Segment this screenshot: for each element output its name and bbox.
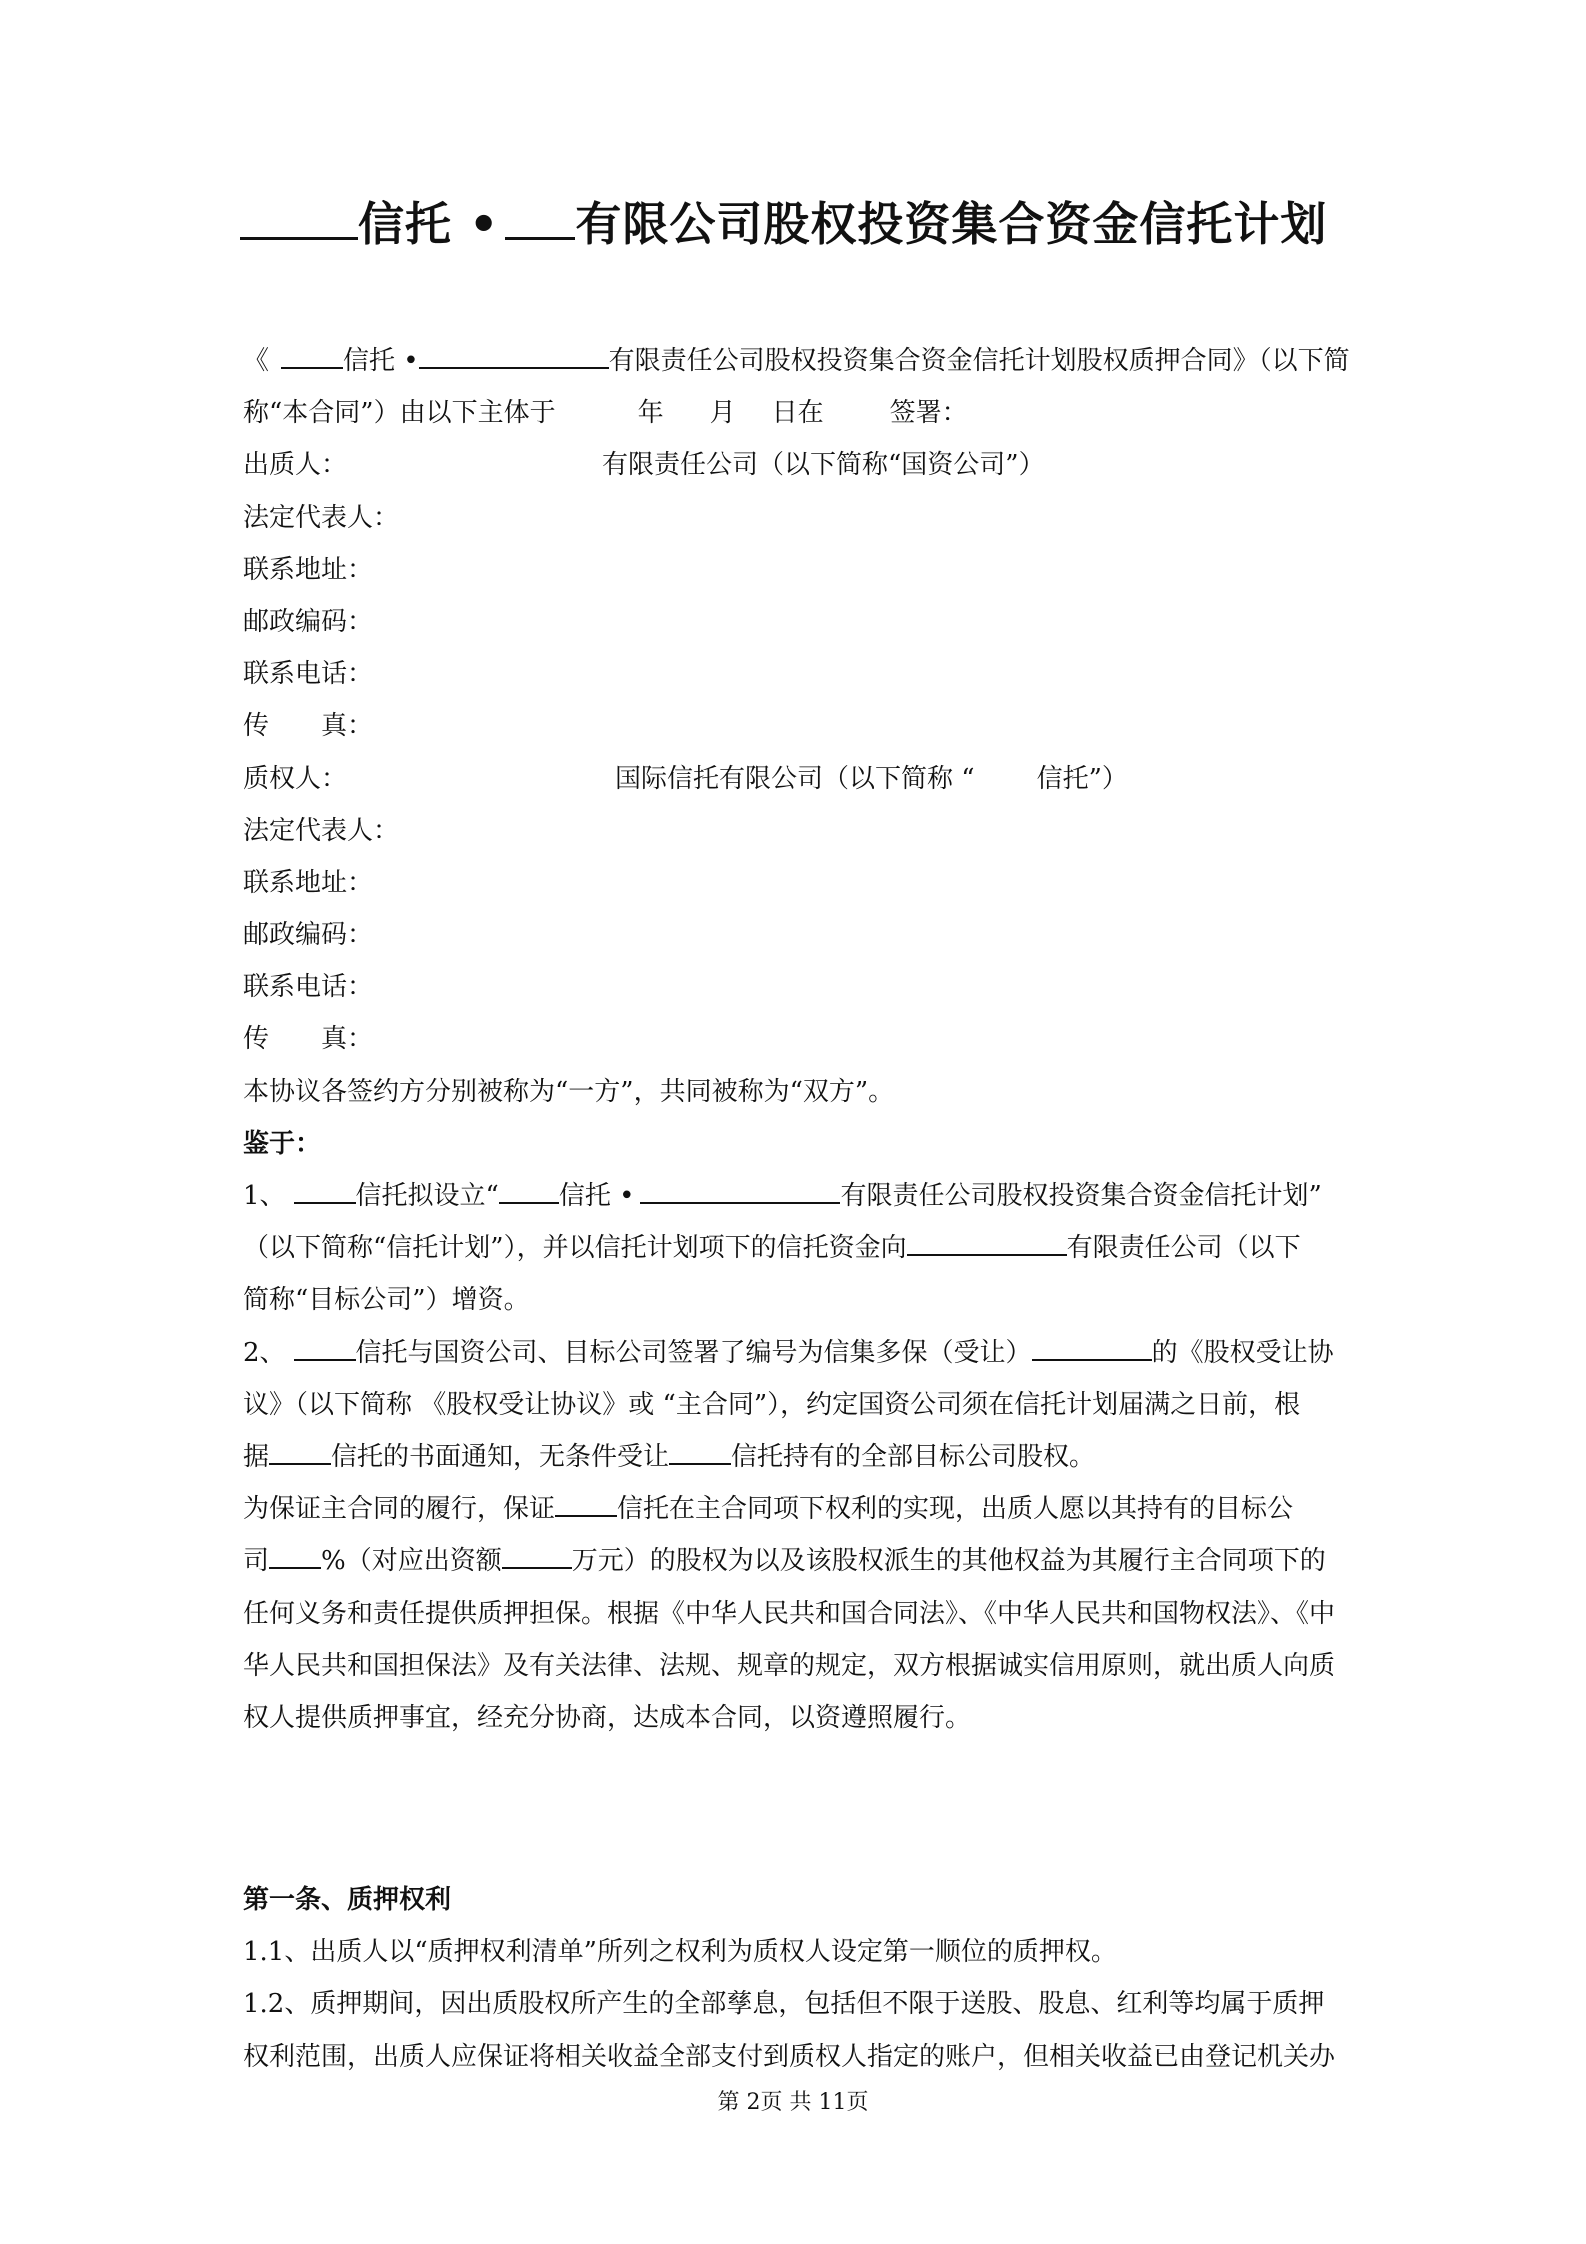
pledgor-name: 有限责任公司（以下简称“国资公司”） xyxy=(602,450,1045,481)
intro-subjects: 称“本合同”）由以下主体于 xyxy=(243,398,556,429)
pledgee-line xyxy=(243,753,1355,805)
clause2-line-1 xyxy=(243,1327,1355,1379)
clause1-line-1 xyxy=(243,1170,1355,1222)
title-blank-2 xyxy=(505,197,575,240)
intro-day: 日在 xyxy=(771,398,824,429)
blank xyxy=(294,1176,356,1204)
pledgor-rep: 法定代表人： xyxy=(243,502,400,533)
intro-month: 月 xyxy=(709,398,736,429)
title-blank-1 xyxy=(240,197,358,240)
pledgor-line xyxy=(243,439,1355,491)
intro-contract-name: 有限责任公司股权投资集合资金信托计划股权质押合同》（以下简 xyxy=(608,346,1350,376)
pledgor-zip: 邮政编码： xyxy=(243,606,374,637)
guarantee-text-l1b: 信托在主合同项下权利的实现，出质人愿以其持有的目标公 xyxy=(617,1494,1294,1525)
blank xyxy=(419,341,609,369)
document-title xyxy=(240,188,1360,254)
guarantee-line-1 xyxy=(243,1483,1355,1535)
article1-p1: 1.1、出质人以“质押权利清单”所列之权利为质权人设定第一顺位的质押权。 xyxy=(243,1937,1117,1968)
blank xyxy=(555,1489,617,1517)
clause2-text-l3c: 信托持有的全部目标公司股权。 xyxy=(731,1441,1096,1472)
intro-sign: 签署： xyxy=(889,398,968,429)
parties-note: 本协议各签约方分别被称为“一方”，共同被称为“双方”。 xyxy=(243,1076,895,1107)
clause1-text-c: 信托 • xyxy=(558,1181,635,1211)
guarantee-text-l1a: 为保证主合同的履行，保证 xyxy=(243,1494,556,1525)
blank xyxy=(269,1541,321,1569)
blank xyxy=(294,1333,356,1361)
section-spacer xyxy=(243,1744,1355,1874)
guarantee-line-3: 任何义务和责任提供质押担保。根据《中华人民共和国合同法》、《中华人民共和国物权法》、《中 xyxy=(243,1598,1336,1629)
guarantee-line-2 xyxy=(243,1535,1355,1587)
article1-heading: 第一条、质押权利 xyxy=(243,1885,452,1916)
clause2-line-2: 议》（以下简称 《股权受让协议》或 “主合同”），约定国资公司须在信托计划届满之日前，根 xyxy=(243,1389,1301,1420)
intro-line-2 xyxy=(243,387,1355,439)
blank xyxy=(269,1437,331,1465)
pledgee-tel: 联系电话： xyxy=(243,972,374,1003)
pledgor-address: 联系地址： xyxy=(243,554,374,585)
title-part-2: 有限公司股权投资集合资金信托计划 xyxy=(575,197,1328,251)
clause1-text-d: 有限责任公司股权投资集合资金信托计划” xyxy=(840,1181,1322,1211)
pledgee-name-b: 信托”） xyxy=(1036,763,1128,794)
article1-p2-line-2: 权利范围，出质人应保证将相关收益全部支付到质权人指定的账户，但相关收益已由登记机关办 xyxy=(243,2041,1336,2072)
intro-trust-name: 信托 • xyxy=(343,346,419,376)
clause2-text-l3a: 据 xyxy=(243,1441,270,1472)
intro-year: 年 xyxy=(637,398,664,429)
pledgee-name-a: 国际信托有限公司（以下简称 “ xyxy=(615,763,975,794)
pledgee-address: 联系地址： xyxy=(243,867,374,898)
pledgee-label: 质权人： xyxy=(243,763,348,794)
clause1-text-l2a: （以下简称“信托计划”），并以信托计划项下的信托资金向 xyxy=(243,1233,907,1264)
pledgor-label: 出质人： xyxy=(243,450,348,481)
intro-open-bracket: 《 xyxy=(243,346,270,376)
guarantee-text-l2a: 司 xyxy=(243,1546,270,1577)
clause2-text-l3b: 信托的书面通知，无条件受让 xyxy=(331,1441,670,1472)
pledgor-fax: 传 真： xyxy=(243,711,374,742)
intro-line-1 xyxy=(243,335,1355,387)
blank xyxy=(499,1176,559,1204)
clause1-line-3: 简称“目标公司”）增资。 xyxy=(243,1285,530,1316)
document-body xyxy=(243,335,1355,2083)
clause1-line-2 xyxy=(243,1222,1355,1274)
guarantee-text-l2c: 万元）的股权为以及该股权派生的其他权益为其履行主合同项下的 xyxy=(571,1546,1326,1577)
guarantee-line-4: 华人民共和国担保法》及有关法律、法规、规章的规定，双方根据诚实信用原则，就出质人向质 xyxy=(243,1650,1336,1681)
pledgor-tel: 联系电话： xyxy=(243,659,374,690)
blank xyxy=(907,1228,1067,1256)
guarantee-line-5: 权人提供质押事宜，经充分协商，达成本合同，以资遵照履行。 xyxy=(243,1702,972,1733)
pledgee-fax: 传 真： xyxy=(243,1024,374,1055)
title-part-1: 信托 • xyxy=(358,197,500,251)
blank xyxy=(640,1176,840,1204)
blank xyxy=(281,341,343,369)
whereas-heading: 鉴于： xyxy=(243,1128,322,1159)
article1-p2-line-1: 1.2、质押期间，因出质股权所产生的全部孳息，包括但不限于送股、股息、红利等均属于质押 xyxy=(243,1989,1325,2020)
clause1-text-l2b: 有限责任公司（以下 xyxy=(1066,1233,1301,1264)
clause1-text-b: 信托拟设立“ xyxy=(355,1181,499,1211)
pledgee-rep: 法定代表人： xyxy=(243,815,400,846)
clause2-text-b: 信托与国资公司、目标公司签署了编号为信集多保（受让） xyxy=(355,1337,1032,1368)
page-footer: 第 2页 共 11页 xyxy=(717,2090,869,2115)
blank xyxy=(669,1437,731,1465)
pledgee-zip: 邮政编码： xyxy=(243,920,374,951)
clause2-text-c: 的《股权受让协 xyxy=(1151,1337,1334,1368)
blank xyxy=(502,1541,572,1569)
clause2-number: 2、 xyxy=(243,1337,286,1368)
clause2-line-3 xyxy=(243,1431,1355,1483)
clause1-number: 1、 xyxy=(243,1181,286,1211)
blank xyxy=(1032,1333,1152,1361)
guarantee-text-l2b: %（对应出资额 xyxy=(321,1546,502,1577)
